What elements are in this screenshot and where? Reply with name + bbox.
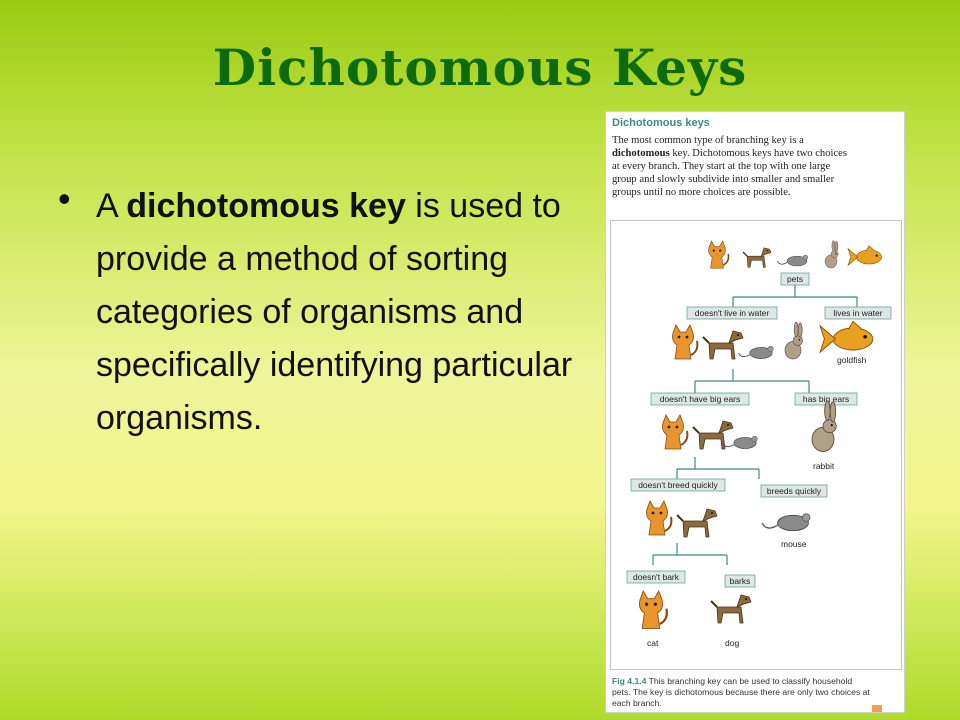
fish-icon <box>820 321 873 352</box>
label-no-ears: doesn't have big ears <box>659 394 741 404</box>
bullet-item <box>58 180 598 445</box>
cat-icon <box>639 591 666 628</box>
dog-icon <box>711 595 751 623</box>
figure-intro: The most common type of branching key is a dichotomous key. Dichotomous keys have two choices at every branch. They start at the top with one large group and slowly subdivide into smaller and smaller groups until no more choices are possible. <box>612 135 847 198</box>
mouse-icon <box>739 346 774 358</box>
dog-icon <box>677 509 717 537</box>
corner-marker <box>872 705 882 713</box>
rabbit-icon <box>785 322 803 359</box>
rabbit-icon <box>812 401 836 452</box>
label-ears: has big ears <box>802 394 850 404</box>
fish-icon <box>848 246 882 266</box>
label-cat: cat <box>647 638 659 648</box>
bold-term: dichotomous key <box>126 187 406 225</box>
dog-icon <box>693 421 733 449</box>
cat-icon <box>663 415 688 449</box>
label-rabbit: rabbit <box>813 461 835 471</box>
bullet-text: A dichotomous key is used to provide a method of sorting categories of organisms and specifically identifying particular organisms. <box>96 187 573 437</box>
label-no-breed: doesn't breed quickly <box>638 480 718 490</box>
label-pets: pets <box>786 274 804 284</box>
dog-icon <box>703 331 743 359</box>
key-diagram <box>610 220 902 670</box>
cat-icon <box>673 325 698 359</box>
label-mouse: mouse <box>781 539 807 549</box>
figure-panel <box>605 111 905 713</box>
label-breed: breeds quickly <box>766 486 822 496</box>
dog-icon <box>743 248 771 268</box>
label-barks: barks <box>729 576 751 586</box>
label-no-water: doesn't live in water <box>694 308 770 318</box>
mouse-icon <box>777 255 807 266</box>
figure-heading: Dichotomous keys <box>612 117 710 129</box>
mouse-icon <box>723 436 758 448</box>
cat-icon <box>709 241 729 268</box>
label-no-bark: doesn't bark <box>632 572 680 582</box>
label-water: lives in water <box>833 308 883 318</box>
rabbit-icon <box>825 240 838 268</box>
slide-title: Dichotomous Keys <box>212 38 748 97</box>
bullet-dot-icon: • <box>58 178 71 219</box>
key-diagram-svg <box>611 221 901 669</box>
figure-caption: Fig 4.1.4 This branching key can be used to classify household pets. The key is dichotomous because there are only two choices at each branch. <box>612 676 870 708</box>
label-goldfish: goldfish <box>837 355 867 365</box>
cat-icon <box>647 501 672 535</box>
label-dog: dog <box>725 638 740 648</box>
mouse-icon <box>762 514 810 531</box>
